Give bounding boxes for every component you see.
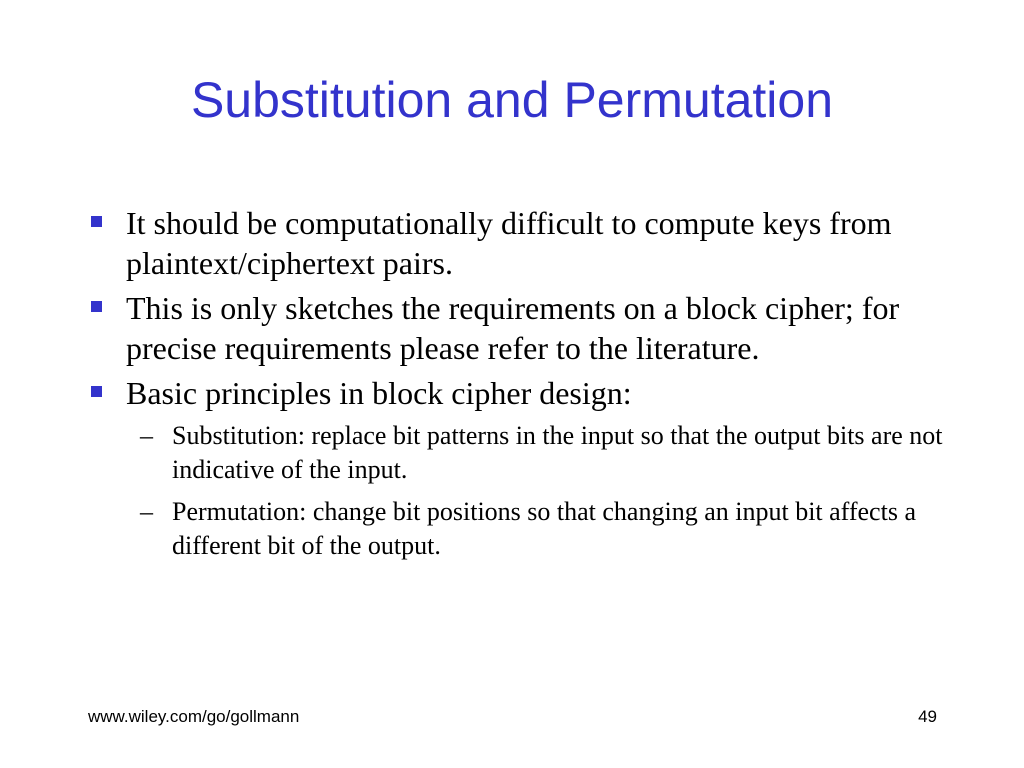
- bullet-item: [88, 288, 948, 368]
- dash-bullet-icon: –: [140, 421, 153, 450]
- bullet-text: Basic principles in block cipher design:: [126, 375, 632, 411]
- subbullet-text: Permutation: change bit positions so that changing an input bit affects a different bit of the output.: [172, 497, 916, 560]
- bullet-text: This is only sketches the requirements on a block cipher; for precise requirements please refer to the literature.: [126, 290, 900, 366]
- page-number: 49: [918, 707, 937, 726]
- bullet-list: [88, 203, 948, 571]
- dash-bullet-icon: –: [140, 497, 153, 526]
- slide-title: Substitution and Permutation: [190, 72, 834, 128]
- bullet-item: [88, 203, 948, 283]
- square-bullet-icon: [91, 301, 102, 312]
- square-bullet-icon: [91, 216, 102, 227]
- footer-url: www.wiley.com/go/gollmann: [88, 707, 300, 726]
- bullet-text: It should be computationally difficult to compute keys from plaintext/ciphertext pairs.: [126, 205, 892, 281]
- subbullet-list: [126, 419, 948, 563]
- bullet-item: [88, 373, 948, 563]
- subbullet-item: [126, 495, 948, 563]
- subbullet-item: [126, 419, 948, 487]
- subbullet-text: Substitution: replace bit patterns in the input so that the output bits are not indicative of the input.: [172, 421, 943, 484]
- square-bullet-icon: [91, 386, 102, 397]
